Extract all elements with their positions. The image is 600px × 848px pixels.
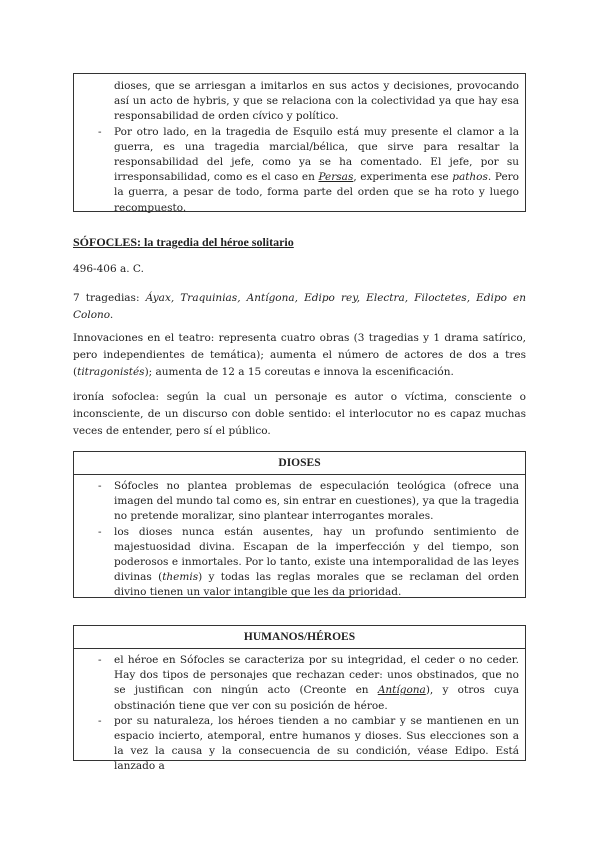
esquilo-list [74, 125, 525, 216]
tragedies-paragraph: 7 tragedias: Áyax, Traquinias, Antígona, Edipo rey, Electra, Filoctetes, Edipo en Colono. [73, 292, 526, 321]
innovations-paragraph: Innovaciones en el teatro: representa cuatro obras (3 tragedias y 1 drama satírico, pero independientes de temática); aumenta el número de actores de dos a tres (titragonistés); aumenta de 12 a 15 coreutas e innova la escenificación. [73, 332, 526, 378]
irony-paragraph: ironía sofoclea: según la cual un personaje es autor o víctima, consciente o inconsciente, de un discurso con doble sentido: el interlocutor no es capaz muchas veces de entender, pero sí el público. [73, 391, 526, 437]
dioses-title: DIOSES [74, 452, 525, 475]
bullet-dash: - [98, 714, 102, 727]
heroes-title: HUMANOS/HÉROES [74, 626, 525, 649]
list-item: - Por otro lado, en la tragedia de Esquilo está muy presente el clamor a la guerra, es una tragedia marcial/bélica, que sirve para resaltar la responsabilidad del jefe, como ya se ha comentado. El jefe, por su irresponsabilidad, como es el caso en Persas, experimenta ese pathos. Pero la guerra, a pesar de todo, forma parte del orden que se ha roto y luego recompuesto. [98, 125, 520, 214]
term-themis: themis [162, 571, 199, 584]
heroes-list [74, 649, 525, 775]
work-title-antigona: Antígona [377, 684, 426, 697]
bullet-dash: - [98, 125, 102, 138]
heroes-box [73, 625, 526, 773]
bullet-dash: - [98, 654, 102, 666]
list-item: - el héroe en Sófocles se caracteriza por su integridad, el ceder o no ceder. Hay dos tipos de personajes que rechazan ceder: unos obstinados, que no se justifican con ningún acto (Creonte en Antígona), y otros cuya obstinación tiene que ver con su posición de héroe. [98, 654, 520, 712]
list-item: - los dioses nunca están ausentes, hay un profundo sentimiento de majestuosidad divina. Escapan de la imperfección y del tiempo, son poderosos e inmortales. Por lo tanto, existe una intemporalidad de las leyes divinas (themis) y todas las reglas morales que se reclaman del orden divino tienen un valor intangible que les da prioridad. [98, 525, 519, 599]
work-title-persas: Persas [318, 171, 354, 184]
dioses-box [73, 451, 526, 598]
esquilo-box [73, 73, 526, 212]
dates-paragraph: 496-406 a. C. [73, 263, 144, 275]
bullet-dash: - [98, 480, 102, 492]
list-item: - Sófocles no plantea problemas de especulación teológica (ofrece una imagen del mundo tal como es, sin entrar en cuestiones), ya que la tragedia no pretende moralizar, sino plantear interrogantes morales. [98, 480, 519, 523]
tragedies-list: Áyax, Traquinias, Antígona, Edipo rey, Electra, Filoctetes, Edipo en Colono. [73, 292, 526, 321]
dioses-list [74, 475, 525, 601]
continued-item-text: dioses, que se arriesgan a imitarlos en sus actos y decisiones, provocando así un acto de hybris, y que se relaciona con la colectividad ya que hay esa responsabilidad de orden cívico y político. [114, 80, 519, 123]
term-pathos: pathos [452, 171, 488, 184]
bullet-dash: - [98, 525, 102, 538]
list-item: - por su naturaleza, los héroes tienden a no cambiar y se mantienen en un espacio incierto, atemporal, entre humanos y dioses. Sus elecciones son a la vez la causa y la consecuencia de su condición, véase Edipo. Está lanzado a [98, 714, 519, 773]
term-titragonistes: titragonistés [77, 366, 145, 378]
section-heading: SÓFOCLES: la tragedia del héroe solitario [73, 235, 294, 249]
